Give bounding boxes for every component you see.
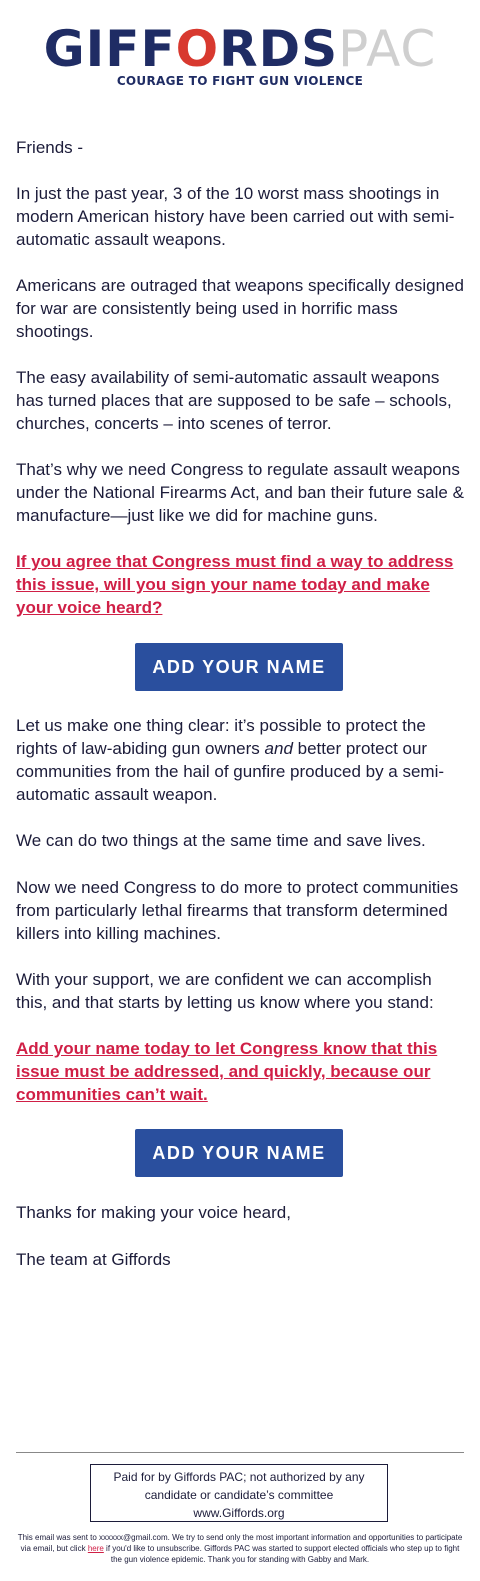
- logo-wordmark: [0, 22, 480, 76]
- paragraph-7-text: Now we need Congress to do more to protect communities from particularly lethal firearms that transform determined killers into killing machines.: [16, 878, 459, 943]
- cta-link-2[interactable]: Add your name today to let Congress know that this issue must be addressed, and quickly, because our communities can’t wait.: [16, 1039, 438, 1104]
- paragraph-8: [16, 968, 464, 1014]
- paragraph-5-emphasis: and: [264, 739, 293, 758]
- paragraph-5: [16, 714, 464, 806]
- disclaimer-line-2: candidate or candidate’s committee: [144, 1488, 334, 1502]
- paragraph-5-part2: better protect our communities from the hail of gunfire produced by a semi-automatic assault weapon.: [16, 739, 445, 804]
- paragraph-2-text: Americans are outraged that weapons specifically designed for war are consistently being used in horrific mass shootings.: [16, 276, 464, 341]
- signature: [16, 1248, 464, 1271]
- giffords-pac-logo[interactable]: [0, 22, 480, 88]
- paragraph-6: [16, 829, 464, 852]
- paragraph-3-text: The easy availability of semi-automatic assault weapons has turned places that are supposed to be safe – schools, churches, concerts – into scenes of terror.: [16, 368, 452, 433]
- paragraph-6-text: We can do two things at the same time and save lives.: [16, 831, 426, 850]
- paid-for-disclaimer: [90, 1464, 388, 1522]
- closing: [16, 1201, 464, 1224]
- disclaimer-line-1: Paid for by Giffords PAC; not authorized by any: [113, 1470, 365, 1484]
- cta-paragraph-1: [16, 550, 464, 619]
- paragraph-8-text: With your support, we are confident we can accomplish this, and that starts by letting us know where you stand:: [16, 970, 434, 1012]
- logo-text-pac: PAC: [338, 20, 437, 78]
- logo-text-part3: RDS: [219, 20, 339, 78]
- cta-paragraph-2: [16, 1037, 464, 1106]
- paragraph-4: [16, 458, 464, 527]
- paragraph-3: [16, 366, 464, 435]
- logo-tagline: COURAGE TO FIGHT GUN VIOLENCE: [116, 74, 364, 88]
- footer-text-2: if you'd like to unsubscribe. Giffords PAC was started to support elected officials who step up to fight the gun violence epidemic. Thank you for standing with Gabby and Mark.: [103, 1544, 460, 1564]
- paragraph-5-text: [16, 714, 464, 806]
- footer-divider: [16, 1452, 464, 1453]
- logo-text-part2: O: [175, 20, 220, 78]
- footer-text-1: This email was sent to xxxxxx@gmail.com. We try to send only the most important information and opportunities to participate via email, but click: [17, 1533, 463, 1553]
- paragraph-1: [16, 182, 464, 251]
- paragraph-2: [16, 274, 464, 343]
- email-footer: [16, 1532, 464, 1565]
- cta-link-1[interactable]: If you agree that Congress must find a way to address this issue, will you sign your name today and make your voice heard?: [16, 552, 454, 617]
- paragraph-1-text: In just the past year, 3 of the 10 worst mass shootings in modern American history have been carried out with semi-automatic assault weapons.: [16, 184, 455, 249]
- add-your-name-button-1[interactable]: ADD YOUR NAME: [135, 643, 343, 691]
- signature-text: The team at Giffords: [16, 1250, 171, 1269]
- disclaimer-website: www.Giffords.org: [193, 1506, 285, 1520]
- paragraph-7: [16, 876, 464, 945]
- greeting-text: Friends -: [16, 138, 84, 157]
- add-your-name-button-2[interactable]: ADD YOUR NAME: [135, 1129, 343, 1177]
- unsubscribe-link[interactable]: here: [87, 1544, 104, 1553]
- logo-text-part1: GIFF: [43, 20, 176, 78]
- paragraph-4-text: That’s why we need Congress to regulate assault weapons under the National Firearms Act, and ban their future sale & manufacture—just like we did for machine guns.: [16, 460, 464, 525]
- paragraph-5-part1: Let us make one thing clear: it’s possible to protect the rights of law-abiding gun owners: [16, 716, 426, 758]
- greeting: [16, 136, 464, 159]
- closing-text: Thanks for making your voice heard,: [16, 1203, 291, 1222]
